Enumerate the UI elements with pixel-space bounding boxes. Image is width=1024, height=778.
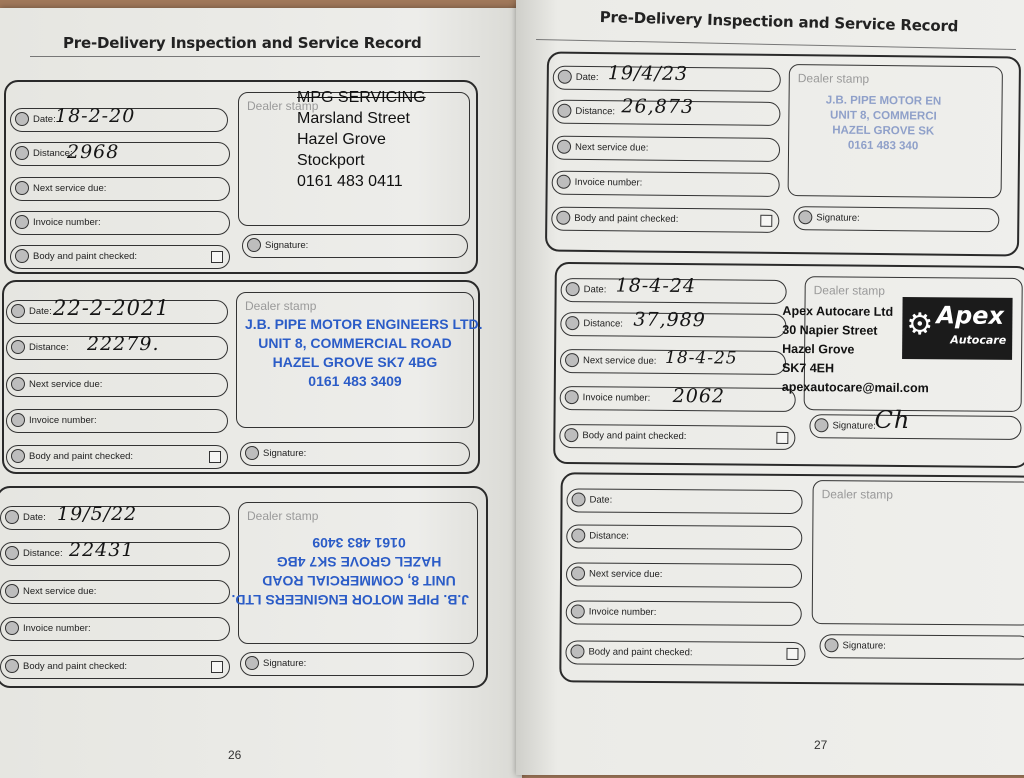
radio-icon	[15, 215, 29, 229]
signature-field[interactable]	[242, 234, 468, 258]
next-service-field[interactable]	[560, 349, 786, 375]
body-paint-label: Body and paint checked:	[23, 661, 128, 672]
date-label: Date:	[33, 114, 56, 125]
radio-icon	[11, 413, 25, 427]
dealer-stamp-label: Dealer stamp	[797, 71, 870, 86]
next-service-field[interactable]	[0, 580, 230, 604]
stamp-line: 0161 483 0411	[297, 173, 403, 190]
signature-value: Ch	[874, 405, 911, 435]
signature-field[interactable]	[819, 634, 1024, 659]
date-field[interactable]	[0, 503, 230, 530]
body-paint-field[interactable]	[6, 445, 228, 469]
radio-icon	[570, 644, 584, 658]
distance-value: 2968	[67, 141, 120, 163]
date-label: Date:	[575, 71, 599, 84]
date-label: Date:	[583, 284, 607, 296]
invoice-label: Invoice number:	[29, 415, 97, 426]
body-paint-checkbox[interactable]	[211, 661, 223, 673]
invoice-field[interactable]	[6, 409, 228, 433]
page-title: Pre-Delivery Inspection and Service Record	[599, 8, 959, 36]
distance-value: 26,873	[621, 95, 695, 119]
radio-icon	[15, 146, 29, 160]
stamp-line: Marsland Street	[297, 110, 410, 127]
next-service-field[interactable]	[6, 373, 228, 397]
left-page	[0, 8, 522, 778]
distance-field[interactable]	[6, 333, 228, 360]
body-paint-field[interactable]	[551, 207, 779, 233]
service-record-card	[2, 280, 483, 474]
stamp-line: UNIT 8, COMMERCI	[829, 109, 937, 123]
next-service-field[interactable]	[10, 177, 230, 201]
distance-value: 37,989	[633, 308, 706, 332]
signature-label: Signature:	[265, 240, 309, 251]
dealer-stamp-label: Dealer stamp	[247, 99, 319, 113]
service-record-card	[545, 52, 1021, 257]
next-service-label: Next service due:	[575, 141, 649, 154]
body-paint-label: Body and paint checked:	[588, 646, 693, 659]
next-service-field[interactable]	[552, 136, 780, 162]
radio-icon	[5, 659, 19, 673]
next-service-label: Next service due:	[33, 183, 107, 194]
radio-icon	[814, 418, 828, 432]
invoice-label: Invoice number:	[588, 606, 657, 619]
distance-label: Distance:	[33, 148, 73, 159]
distance-field[interactable]	[0, 539, 230, 566]
radio-icon	[11, 449, 25, 463]
radio-icon	[558, 70, 572, 84]
date-value: 19/5/22	[57, 503, 138, 525]
dealer-stamp-label: Dealer stamp	[247, 509, 319, 523]
apex-autocare-logo	[902, 297, 1013, 360]
signature-field[interactable]	[240, 652, 474, 676]
page-number: 26	[228, 748, 242, 762]
stamp-line: 30 Napier Street	[782, 322, 878, 338]
body-paint-checkbox[interactable]	[776, 432, 788, 444]
radio-icon	[245, 446, 259, 460]
stamp-line: apexautocare@mail.com	[781, 379, 929, 396]
stamp-line: J.B. PIPE MOTOR ENGINEERS LTD.	[231, 592, 469, 608]
radio-icon	[247, 238, 261, 252]
body-paint-field[interactable]	[10, 245, 230, 269]
radio-icon	[824, 638, 838, 652]
body-paint-field[interactable]	[0, 655, 230, 679]
radio-icon	[11, 377, 25, 391]
invoice-field[interactable]	[560, 386, 796, 412]
radio-icon	[572, 492, 586, 506]
radio-icon	[557, 104, 571, 118]
stamp-line: Hazel Grove	[297, 131, 386, 148]
radio-icon	[5, 510, 19, 524]
distance-value: 22279.	[87, 333, 160, 355]
service-record-card	[0, 486, 488, 688]
date-value: 18-2-20	[55, 105, 136, 127]
dealer-stamp-text	[245, 315, 483, 391]
radio-icon	[557, 175, 571, 189]
dealer-stamp-text	[803, 93, 964, 155]
stamp-line: Stockport	[297, 152, 365, 169]
radio-icon	[571, 528, 585, 542]
invoice-label: Invoice number:	[23, 623, 91, 634]
body-paint-label: Body and paint checked:	[582, 430, 687, 443]
stamp-line: HAZEL GROVE SK7 4BG	[276, 554, 442, 570]
radio-icon	[571, 566, 585, 580]
dealer-stamp-label: Dealer stamp	[821, 487, 894, 502]
distance-label: Distance:	[23, 548, 63, 559]
distance-label: Distance:	[575, 105, 616, 118]
next-service-label: Next service due:	[582, 355, 657, 367]
radio-icon	[11, 340, 25, 354]
body-paint-label: Body and paint checked:	[574, 212, 679, 225]
invoice-field[interactable]	[552, 171, 780, 197]
right-page	[516, 0, 1024, 775]
distance-field[interactable]	[10, 142, 230, 166]
distance-label: Distance:	[583, 318, 624, 330]
invoice-field[interactable]	[566, 600, 802, 626]
radio-icon	[556, 211, 570, 225]
radio-icon	[571, 604, 585, 618]
stamp-line: 0161 483 340	[847, 139, 919, 153]
stamp-line: Hazel Grove	[782, 341, 855, 357]
dealer-stamp-box	[788, 64, 1003, 198]
next-service-value: 18-4-25	[664, 347, 738, 369]
radio-icon	[566, 282, 580, 296]
dealer-stamp-box	[812, 480, 1024, 626]
date-field[interactable]	[566, 488, 802, 514]
stamp-line: Apex Autocare Ltd	[782, 303, 894, 319]
date-label: Date:	[589, 494, 613, 506]
radio-icon	[565, 353, 579, 367]
radio-icon	[798, 210, 812, 224]
stamp-line: HAZEL GROVE SK	[832, 124, 935, 138]
radio-icon	[5, 546, 19, 560]
invoice-field[interactable]	[10, 211, 230, 235]
dealer-stamp-text	[297, 87, 426, 192]
date-label: Date:	[29, 306, 52, 317]
radio-icon	[5, 584, 19, 598]
distance-label: Distance:	[589, 530, 629, 542]
next-service-field[interactable]	[566, 562, 802, 588]
stamp-line: SK7 4EH	[781, 360, 835, 376]
signature-label: Signature:	[263, 658, 307, 669]
service-record-card	[4, 80, 478, 274]
distance-field[interactable]	[560, 308, 786, 338]
distance-field[interactable]	[552, 95, 780, 126]
dealer-stamp-text-upside-down	[231, 533, 469, 609]
stamp-line: 0161 483 3409	[312, 535, 406, 551]
radio-icon	[15, 249, 29, 263]
dealer-stamp-box	[236, 292, 483, 428]
body-paint-checkbox[interactable]	[786, 648, 798, 660]
distance-value: 22431	[69, 539, 135, 561]
next-service-label: Next service due:	[23, 586, 97, 597]
radio-icon	[565, 390, 579, 404]
invoice-label: Invoice number:	[33, 217, 101, 228]
body-paint-checkbox[interactable]	[209, 451, 221, 463]
radio-icon	[245, 656, 259, 670]
dealer-stamp-label: Dealer stamp	[813, 283, 886, 298]
logo-main-text: Apex	[936, 301, 1005, 330]
body-paint-label: Body and paint checked:	[29, 451, 134, 462]
stamp-line: J.B. PIPE MOTOR ENGINEERS LTD.	[245, 316, 483, 332]
page-number: 27	[814, 738, 828, 752]
date-field[interactable]	[553, 62, 781, 92]
radio-icon	[565, 316, 579, 330]
invoice-field[interactable]	[0, 617, 230, 641]
radio-icon	[15, 181, 29, 195]
date-field[interactable]	[10, 105, 228, 132]
invoice-value: 2062	[672, 384, 726, 408]
date-value: 19/4/23	[607, 62, 689, 86]
radio-icon	[557, 140, 571, 154]
signature-label: Signature:	[832, 420, 876, 432]
radio-icon	[564, 428, 578, 442]
signature-field[interactable]	[240, 442, 470, 466]
date-field[interactable]	[6, 296, 228, 324]
title-divider	[536, 39, 1016, 50]
body-paint-checkbox[interactable]	[211, 251, 223, 263]
body-paint-field[interactable]	[565, 640, 805, 666]
body-paint-checkbox[interactable]	[760, 215, 772, 227]
signature-field[interactable]	[793, 206, 999, 232]
body-paint-field[interactable]	[559, 424, 795, 450]
radio-icon	[11, 304, 25, 318]
date-value: 22-2-2021	[53, 296, 170, 320]
next-service-label: Next service due:	[29, 379, 103, 390]
dealer-stamp-label: Dealer stamp	[245, 299, 317, 313]
date-label: Date:	[23, 512, 46, 523]
stamp-line: 0161 483 3409	[308, 373, 402, 389]
stamp-line: MPG SERVICING	[297, 89, 426, 106]
next-service-label: Next service due:	[588, 568, 663, 581]
stamp-line: UNIT 8, COMMERCIAL ROAD	[262, 573, 456, 589]
body-paint-label: Body and paint checked:	[33, 251, 138, 262]
signature-label: Signature:	[263, 448, 307, 459]
date-value: 18-4-24	[615, 274, 697, 298]
signature-label: Signature:	[816, 212, 860, 224]
service-record-card	[559, 472, 1024, 685]
stamp-line: HAZEL GROVE SK7 4BG	[272, 354, 438, 370]
gear-icon: ⚙	[906, 306, 934, 343]
date-field[interactable]	[561, 274, 787, 304]
distance-field[interactable]	[566, 524, 802, 550]
title-divider	[30, 56, 480, 57]
stamp-line: J.B. PIPE MOTOR EN	[825, 94, 942, 108]
stamp-line: UNIT 8, COMMERCIAL ROAD	[258, 335, 452, 351]
logo-sub-text: Autocare	[950, 333, 1007, 347]
service-record-card	[553, 262, 1024, 468]
invoice-label: Invoice number:	[574, 176, 643, 189]
radio-icon	[15, 112, 29, 126]
distance-label: Distance:	[29, 342, 69, 353]
page-title: Pre-Delivery Inspection and Service Record	[63, 34, 422, 52]
dealer-stamp-box	[238, 89, 470, 226]
signature-label: Signature:	[842, 640, 886, 652]
dealer-stamp-box	[231, 502, 478, 644]
radio-icon	[5, 621, 19, 635]
invoice-label: Invoice number:	[582, 392, 651, 404]
signature-field[interactable]	[809, 405, 1021, 440]
